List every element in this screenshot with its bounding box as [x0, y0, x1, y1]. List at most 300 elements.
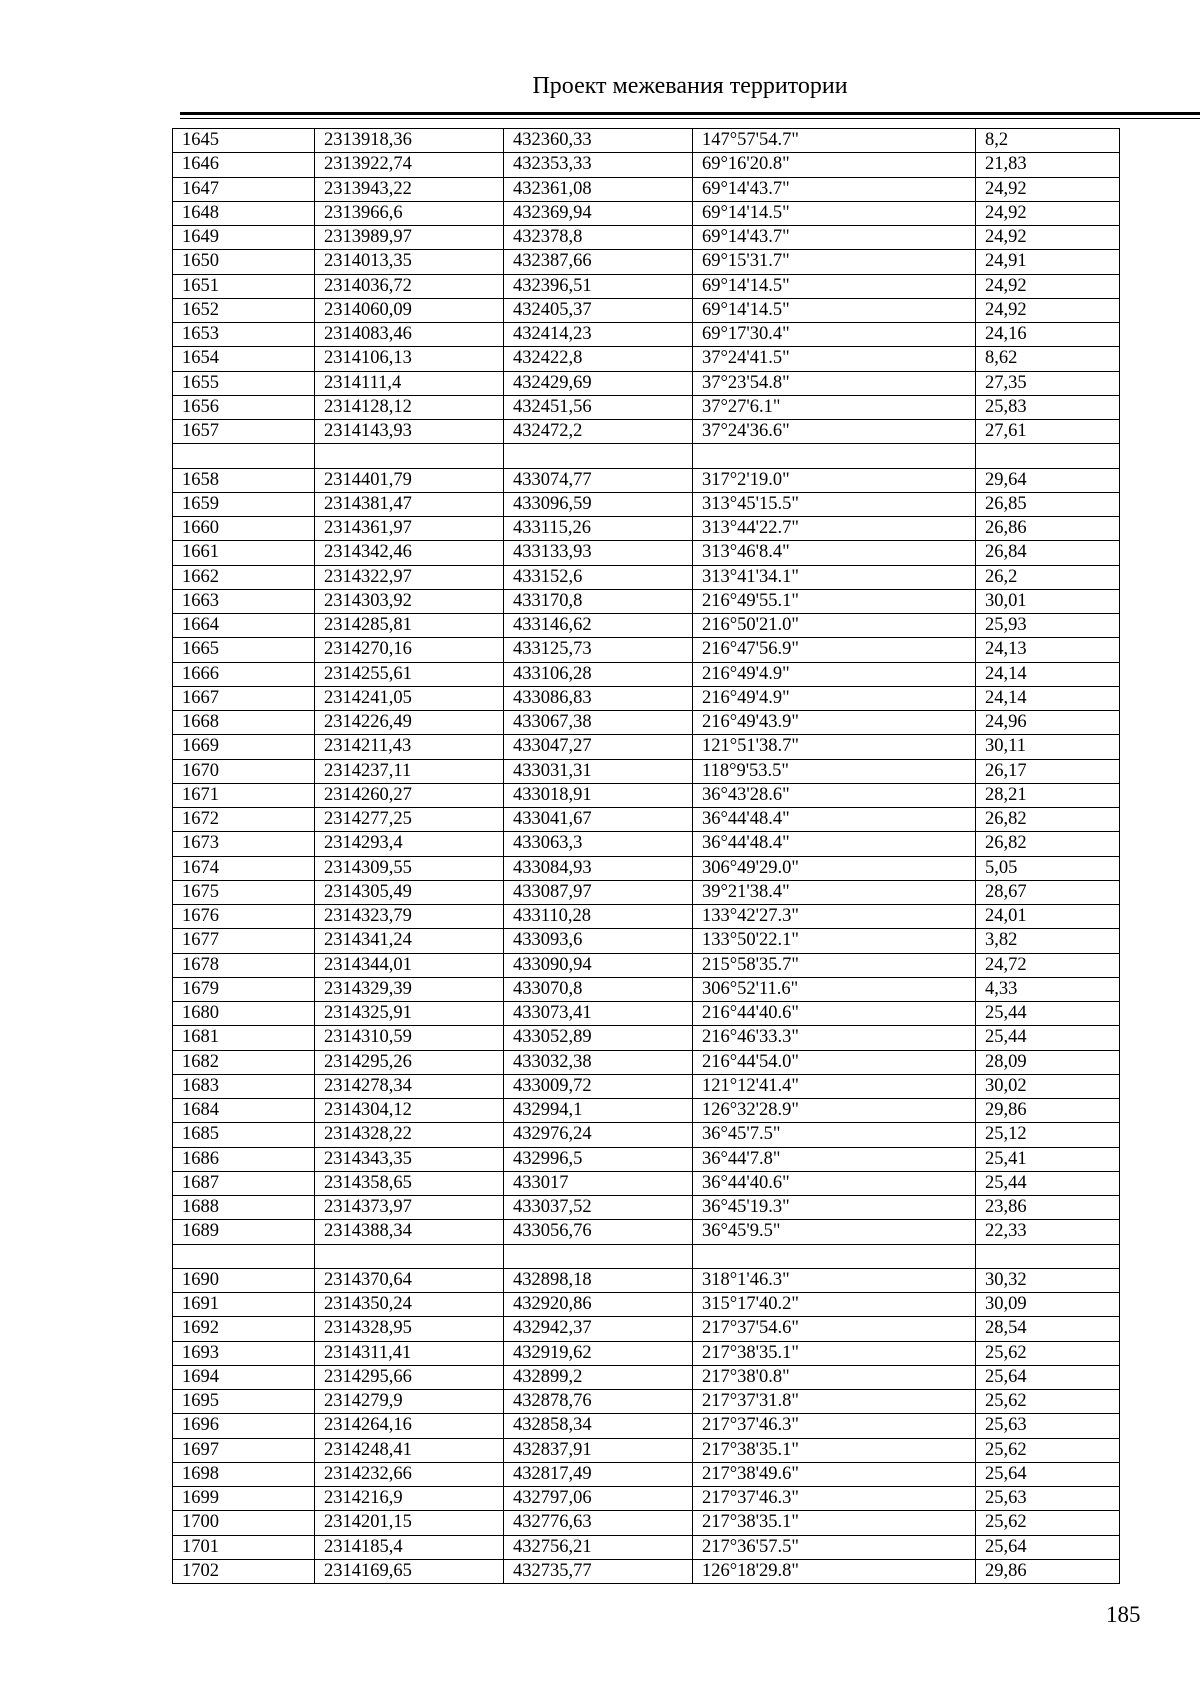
direction-angle-cell: 216°50'21.0"	[693, 614, 976, 638]
y-coordinate-cell: 432858,34	[504, 1414, 693, 1438]
x-coordinate-cell: 2314211,43	[315, 735, 504, 759]
table-row	[173, 686, 1120, 710]
distance-cell: 8,62	[976, 347, 1120, 371]
point-number-cell: 1657	[173, 420, 315, 444]
table-row	[173, 735, 1120, 759]
direction-angle-cell: 37°27'6.1"	[693, 395, 976, 419]
direction-angle-cell: 69°14'14.5"	[693, 201, 976, 225]
point-number-cell: 1665	[173, 638, 315, 662]
direction-angle-cell: 318°1'46.3"	[693, 1268, 976, 1292]
x-coordinate-cell: 2314381,47	[315, 492, 504, 516]
table-row	[173, 177, 1120, 201]
direction-angle-cell: 36°44'40.6"	[693, 1171, 976, 1195]
direction-angle-cell: 306°49'29.0"	[693, 856, 976, 880]
point-number-cell: 1678	[173, 953, 315, 977]
point-number-cell: 1682	[173, 1050, 315, 1074]
y-coordinate-cell: 433063,3	[504, 832, 693, 856]
table-row	[173, 492, 1120, 516]
table-row	[173, 468, 1120, 492]
x-coordinate-cell: 2314325,91	[315, 1002, 504, 1026]
direction-angle-cell: 317°2'19.0"	[693, 468, 976, 492]
table-row	[173, 589, 1120, 613]
table-row	[173, 856, 1120, 880]
y-coordinate-cell: 433106,28	[504, 662, 693, 686]
point-number-cell	[173, 444, 315, 468]
point-number-cell: 1674	[173, 856, 315, 880]
x-coordinate-cell: 2314350,24	[315, 1293, 504, 1317]
x-coordinate-cell: 2314295,66	[315, 1365, 504, 1389]
direction-angle-cell: 36°45'9.5"	[693, 1220, 976, 1244]
direction-angle-cell: 121°51'38.7"	[693, 735, 976, 759]
table-row	[173, 1438, 1120, 1462]
point-number-cell: 1685	[173, 1123, 315, 1147]
point-number-cell: 1676	[173, 905, 315, 929]
direction-angle-cell: 37°23'54.8"	[693, 371, 976, 395]
table-row	[173, 1147, 1120, 1171]
distance-cell: 29,86	[976, 1099, 1120, 1123]
x-coordinate-cell: 2314241,05	[315, 686, 504, 710]
point-number-cell: 1669	[173, 735, 315, 759]
direction-angle-cell: 306°52'11.6"	[693, 977, 976, 1001]
y-coordinate-cell: 433067,38	[504, 711, 693, 735]
x-coordinate-cell: 2314388,34	[315, 1220, 504, 1244]
table-row	[173, 1099, 1120, 1123]
direction-angle-cell: 126°32'28.9"	[693, 1099, 976, 1123]
x-coordinate-cell: 2314341,24	[315, 929, 504, 953]
y-coordinate-cell: 432837,91	[504, 1438, 693, 1462]
point-number-cell: 1693	[173, 1341, 315, 1365]
distance-cell: 25,64	[976, 1535, 1120, 1559]
x-coordinate-cell: 2314128,12	[315, 395, 504, 419]
distance-cell: 25,41	[976, 1147, 1120, 1171]
page-header-title: Проект межевания территории	[532, 73, 848, 99]
distance-cell: 25,44	[976, 1002, 1120, 1026]
point-number-cell: 1650	[173, 250, 315, 274]
y-coordinate-cell: 433110,28	[504, 905, 693, 929]
table-row	[173, 1026, 1120, 1050]
header-rule-thick	[180, 112, 1200, 115]
distance-cell: 26,2	[976, 565, 1120, 589]
direction-angle-cell: 69°14'14.5"	[693, 274, 976, 298]
point-number-cell: 1672	[173, 808, 315, 832]
x-coordinate-cell: 2314278,34	[315, 1074, 504, 1098]
distance-cell: 28,09	[976, 1050, 1120, 1074]
distance-cell: 26,82	[976, 832, 1120, 856]
distance-cell: 23,86	[976, 1196, 1120, 1220]
table-row	[173, 1341, 1120, 1365]
x-coordinate-cell: 2314201,15	[315, 1511, 504, 1535]
point-number-cell: 1675	[173, 880, 315, 904]
direction-angle-cell: 69°14'43.7"	[693, 177, 976, 201]
y-coordinate-cell: 433115,26	[504, 517, 693, 541]
distance-cell	[976, 1244, 1120, 1268]
x-coordinate-cell: 2314370,64	[315, 1268, 504, 1292]
point-number-cell: 1645	[173, 129, 315, 153]
table-row	[173, 880, 1120, 904]
y-coordinate-cell: 433152,6	[504, 565, 693, 589]
point-number-cell: 1677	[173, 929, 315, 953]
y-coordinate-cell: 432387,66	[504, 250, 693, 274]
table-row	[173, 929, 1120, 953]
point-number-cell: 1688	[173, 1196, 315, 1220]
point-number-cell: 1648	[173, 201, 315, 225]
distance-cell: 24,01	[976, 905, 1120, 929]
table-row	[173, 832, 1120, 856]
table-row	[173, 1244, 1120, 1268]
distance-cell: 25,63	[976, 1487, 1120, 1511]
distance-cell: 28,21	[976, 783, 1120, 807]
table-row	[173, 444, 1120, 468]
direction-angle-cell: 69°17'30.4"	[693, 323, 976, 347]
direction-angle-cell: 118°9'53.5"	[693, 759, 976, 783]
table-row	[173, 1487, 1120, 1511]
x-coordinate-cell: 2314328,22	[315, 1123, 504, 1147]
distance-cell: 21,83	[976, 153, 1120, 177]
distance-cell: 24,91	[976, 250, 1120, 274]
x-coordinate-cell: 2314323,79	[315, 905, 504, 929]
distance-cell: 5,05	[976, 856, 1120, 880]
point-number-cell: 1697	[173, 1438, 315, 1462]
x-coordinate-cell: 2314344,01	[315, 953, 504, 977]
point-number-cell: 1692	[173, 1317, 315, 1341]
distance-cell: 30,01	[976, 589, 1120, 613]
direction-angle-cell: 36°44'48.4"	[693, 832, 976, 856]
direction-angle-cell: 313°44'22.7"	[693, 517, 976, 541]
distance-cell: 25,62	[976, 1390, 1120, 1414]
distance-cell: 26,17	[976, 759, 1120, 783]
distance-cell: 25,83	[976, 395, 1120, 419]
x-coordinate-cell: 2314279,9	[315, 1390, 504, 1414]
table-row	[173, 201, 1120, 225]
point-number-cell: 1680	[173, 1002, 315, 1026]
y-coordinate-cell: 433056,76	[504, 1220, 693, 1244]
table-row	[173, 1050, 1120, 1074]
y-coordinate-cell: 432396,51	[504, 274, 693, 298]
point-number-cell: 1651	[173, 274, 315, 298]
direction-angle-cell: 217°38'35.1"	[693, 1438, 976, 1462]
y-coordinate-cell: 433073,41	[504, 1002, 693, 1026]
direction-angle-cell: 36°43'28.6"	[693, 783, 976, 807]
direction-angle-cell: 216°47'56.9"	[693, 638, 976, 662]
table-row	[173, 420, 1120, 444]
distance-cell: 25,62	[976, 1341, 1120, 1365]
x-coordinate-cell: 2314358,65	[315, 1171, 504, 1195]
point-number-cell: 1679	[173, 977, 315, 1001]
coordinates-table	[172, 128, 1120, 1584]
y-coordinate-cell: 433093,6	[504, 929, 693, 953]
y-coordinate-cell: 432919,62	[504, 1341, 693, 1365]
y-coordinate-cell: 433084,93	[504, 856, 693, 880]
point-number-cell: 1671	[173, 783, 315, 807]
direction-angle-cell: 216°49'4.9"	[693, 662, 976, 686]
point-number-cell: 1700	[173, 1511, 315, 1535]
x-coordinate-cell: 2314343,35	[315, 1147, 504, 1171]
table-row	[173, 395, 1120, 419]
x-coordinate-cell: 2314373,97	[315, 1196, 504, 1220]
direction-angle-cell: 217°38'35.1"	[693, 1511, 976, 1535]
point-number-cell: 1666	[173, 662, 315, 686]
table-row	[173, 129, 1120, 153]
distance-cell: 26,84	[976, 541, 1120, 565]
y-coordinate-cell: 433017	[504, 1171, 693, 1195]
y-coordinate-cell: 433096,59	[504, 492, 693, 516]
direction-angle-cell: 217°36'57.5"	[693, 1535, 976, 1559]
y-coordinate-cell: 432817,49	[504, 1462, 693, 1486]
y-coordinate-cell: 432422,8	[504, 347, 693, 371]
distance-cell: 24,96	[976, 711, 1120, 735]
y-coordinate-cell: 432878,76	[504, 1390, 693, 1414]
distance-cell: 24,92	[976, 274, 1120, 298]
distance-cell: 25,44	[976, 1026, 1120, 1050]
x-coordinate-cell: 2313943,22	[315, 177, 504, 201]
y-coordinate-cell: 432361,08	[504, 177, 693, 201]
table-row	[173, 1196, 1120, 1220]
point-number-cell: 1649	[173, 226, 315, 250]
distance-cell: 30,09	[976, 1293, 1120, 1317]
x-coordinate-cell: 2314285,81	[315, 614, 504, 638]
table-row	[173, 1220, 1120, 1244]
x-coordinate-cell: 2314237,11	[315, 759, 504, 783]
direction-angle-cell: 69°15'31.7"	[693, 250, 976, 274]
distance-cell: 22,33	[976, 1220, 1120, 1244]
direction-angle-cell: 36°45'7.5"	[693, 1123, 976, 1147]
distance-cell: 4,33	[976, 977, 1120, 1001]
x-coordinate-cell: 2314328,95	[315, 1317, 504, 1341]
direction-angle-cell: 217°38'35.1"	[693, 1341, 976, 1365]
table-row	[173, 1559, 1120, 1583]
point-number-cell: 1655	[173, 371, 315, 395]
point-number-cell: 1695	[173, 1390, 315, 1414]
table-row	[173, 711, 1120, 735]
direction-angle-cell: 216°44'40.6"	[693, 1002, 976, 1026]
y-coordinate-cell: 433133,93	[504, 541, 693, 565]
table-row	[173, 274, 1120, 298]
table-row	[173, 1390, 1120, 1414]
y-coordinate-cell: 432797,06	[504, 1487, 693, 1511]
direction-angle-cell: 37°24'36.6"	[693, 420, 976, 444]
direction-angle-cell	[693, 1244, 976, 1268]
point-number-cell: 1670	[173, 759, 315, 783]
point-number-cell: 1667	[173, 686, 315, 710]
x-coordinate-cell: 2314270,16	[315, 638, 504, 662]
table-row	[173, 250, 1120, 274]
point-number-cell	[173, 1244, 315, 1268]
point-number-cell: 1701	[173, 1535, 315, 1559]
point-number-cell: 1659	[173, 492, 315, 516]
direction-angle-cell: 147°57'54.7"	[693, 129, 976, 153]
point-number-cell: 1664	[173, 614, 315, 638]
x-coordinate-cell: 2314185,4	[315, 1535, 504, 1559]
y-coordinate-cell: 432996,5	[504, 1147, 693, 1171]
distance-cell: 3,82	[976, 929, 1120, 953]
y-coordinate-cell: 433087,97	[504, 880, 693, 904]
distance-cell: 29,86	[976, 1559, 1120, 1583]
direction-angle-cell: 216°49'55.1"	[693, 589, 976, 613]
direction-angle-cell: 313°46'8.4"	[693, 541, 976, 565]
table-row	[173, 541, 1120, 565]
point-number-cell: 1694	[173, 1365, 315, 1389]
y-coordinate-cell: 433090,94	[504, 953, 693, 977]
direction-angle-cell: 217°37'54.6"	[693, 1317, 976, 1341]
table-row	[173, 1462, 1120, 1486]
table-row	[173, 517, 1120, 541]
page-number: 185	[1106, 1602, 1141, 1627]
x-coordinate-cell: 2314310,59	[315, 1026, 504, 1050]
y-coordinate-cell: 432920,86	[504, 1293, 693, 1317]
distance-cell: 28,54	[976, 1317, 1120, 1341]
x-coordinate-cell: 2314169,65	[315, 1559, 504, 1583]
table-row	[173, 1414, 1120, 1438]
y-coordinate-cell: 432942,37	[504, 1317, 693, 1341]
distance-cell: 24,92	[976, 177, 1120, 201]
y-coordinate-cell	[504, 444, 693, 468]
distance-cell	[976, 444, 1120, 468]
x-coordinate-cell: 2314322,97	[315, 565, 504, 589]
distance-cell: 24,14	[976, 686, 1120, 710]
y-coordinate-cell: 432976,24	[504, 1123, 693, 1147]
direction-angle-cell: 217°38'49.6"	[693, 1462, 976, 1486]
distance-cell: 25,44	[976, 1171, 1120, 1195]
table-row	[173, 371, 1120, 395]
table-row	[173, 298, 1120, 322]
direction-angle-cell: 69°16'20.8"	[693, 153, 976, 177]
direction-angle-cell: 133°50'22.1"	[693, 929, 976, 953]
y-coordinate-cell: 432451,56	[504, 395, 693, 419]
x-coordinate-cell: 2314083,46	[315, 323, 504, 347]
table-row	[173, 808, 1120, 832]
point-number-cell: 1663	[173, 589, 315, 613]
point-number-cell: 1687	[173, 1171, 315, 1195]
direction-angle-cell: 217°38'0.8"	[693, 1365, 976, 1389]
x-coordinate-cell: 2314106,13	[315, 347, 504, 371]
point-number-cell: 1658	[173, 468, 315, 492]
distance-cell: 26,86	[976, 517, 1120, 541]
y-coordinate-cell: 432353,33	[504, 153, 693, 177]
y-coordinate-cell: 432429,69	[504, 371, 693, 395]
y-coordinate-cell: 432369,94	[504, 201, 693, 225]
x-coordinate-cell: 2314342,46	[315, 541, 504, 565]
y-coordinate-cell: 433037,52	[504, 1196, 693, 1220]
direction-angle-cell: 216°49'4.9"	[693, 686, 976, 710]
distance-cell: 25,62	[976, 1511, 1120, 1535]
x-coordinate-cell: 2314255,61	[315, 662, 504, 686]
table-row	[173, 662, 1120, 686]
point-number-cell: 1691	[173, 1293, 315, 1317]
distance-cell: 27,35	[976, 371, 1120, 395]
y-coordinate-cell: 432360,33	[504, 129, 693, 153]
direction-angle-cell: 215°58'35.7"	[693, 953, 976, 977]
point-number-cell: 1660	[173, 517, 315, 541]
table-row	[173, 1123, 1120, 1147]
direction-angle-cell: 36°45'19.3"	[693, 1196, 976, 1220]
y-coordinate-cell: 432378,8	[504, 226, 693, 250]
table-row	[173, 638, 1120, 662]
table-row	[173, 1268, 1120, 1292]
header-rule-thin	[180, 118, 1200, 119]
x-coordinate-cell: 2314013,35	[315, 250, 504, 274]
distance-cell: 26,82	[976, 808, 1120, 832]
x-coordinate-cell: 2314305,49	[315, 880, 504, 904]
distance-cell: 25,62	[976, 1438, 1120, 1462]
x-coordinate-cell: 2314303,92	[315, 589, 504, 613]
distance-cell: 28,67	[976, 880, 1120, 904]
point-number-cell: 1647	[173, 177, 315, 201]
x-coordinate-cell: 2314293,4	[315, 832, 504, 856]
direction-angle-cell: 36°44'7.8"	[693, 1147, 976, 1171]
point-number-cell: 1702	[173, 1559, 315, 1583]
y-coordinate-cell: 433074,77	[504, 468, 693, 492]
y-coordinate-cell	[504, 1244, 693, 1268]
distance-cell: 30,02	[976, 1074, 1120, 1098]
direction-angle-cell	[693, 444, 976, 468]
distance-cell: 24,72	[976, 953, 1120, 977]
x-coordinate-cell: 2313989,97	[315, 226, 504, 250]
table-row	[173, 905, 1120, 929]
distance-cell: 27,61	[976, 420, 1120, 444]
y-coordinate-cell: 433009,72	[504, 1074, 693, 1098]
point-number-cell: 1698	[173, 1462, 315, 1486]
x-coordinate-cell: 2314232,66	[315, 1462, 504, 1486]
y-coordinate-cell: 433086,83	[504, 686, 693, 710]
distance-cell: 25,93	[976, 614, 1120, 638]
direction-angle-cell: 37°24'41.5"	[693, 347, 976, 371]
table-row	[173, 614, 1120, 638]
point-number-cell: 1673	[173, 832, 315, 856]
point-number-cell: 1656	[173, 395, 315, 419]
point-number-cell: 1668	[173, 711, 315, 735]
point-number-cell: 1689	[173, 1220, 315, 1244]
distance-cell: 24,16	[976, 323, 1120, 347]
direction-angle-cell: 133°42'27.3"	[693, 905, 976, 929]
x-coordinate-cell: 2313966,6	[315, 201, 504, 225]
point-number-cell: 1652	[173, 298, 315, 322]
direction-angle-cell: 39°21'38.4"	[693, 880, 976, 904]
direction-angle-cell: 217°37'46.3"	[693, 1414, 976, 1438]
table-row	[173, 977, 1120, 1001]
table-row	[173, 1293, 1120, 1317]
x-coordinate-cell: 2314060,09	[315, 298, 504, 322]
table-row	[173, 953, 1120, 977]
x-coordinate-cell: 2314248,41	[315, 1438, 504, 1462]
point-number-cell: 1653	[173, 323, 315, 347]
direction-angle-cell: 69°14'43.7"	[693, 226, 976, 250]
x-coordinate-cell: 2314361,97	[315, 517, 504, 541]
point-number-cell: 1654	[173, 347, 315, 371]
x-coordinate-cell: 2314036,72	[315, 274, 504, 298]
direction-angle-cell: 313°41'34.1"	[693, 565, 976, 589]
x-coordinate-cell: 2314304,12	[315, 1099, 504, 1123]
table-row	[173, 1002, 1120, 1026]
table-row	[173, 565, 1120, 589]
distance-cell: 25,12	[976, 1123, 1120, 1147]
table-row	[173, 783, 1120, 807]
x-coordinate-cell: 2314216,9	[315, 1487, 504, 1511]
y-coordinate-cell: 433052,89	[504, 1026, 693, 1050]
distance-cell: 24,13	[976, 638, 1120, 662]
x-coordinate-cell: 2314309,55	[315, 856, 504, 880]
table-row	[173, 323, 1120, 347]
x-coordinate-cell: 2314329,39	[315, 977, 504, 1001]
table-row	[173, 1365, 1120, 1389]
point-number-cell: 1683	[173, 1074, 315, 1098]
y-coordinate-cell: 433031,31	[504, 759, 693, 783]
distance-cell: 30,32	[976, 1268, 1120, 1292]
direction-angle-cell: 121°12'41.4"	[693, 1074, 976, 1098]
point-number-cell: 1686	[173, 1147, 315, 1171]
point-number-cell: 1681	[173, 1026, 315, 1050]
y-coordinate-cell: 432472,2	[504, 420, 693, 444]
x-coordinate-cell	[315, 444, 504, 468]
